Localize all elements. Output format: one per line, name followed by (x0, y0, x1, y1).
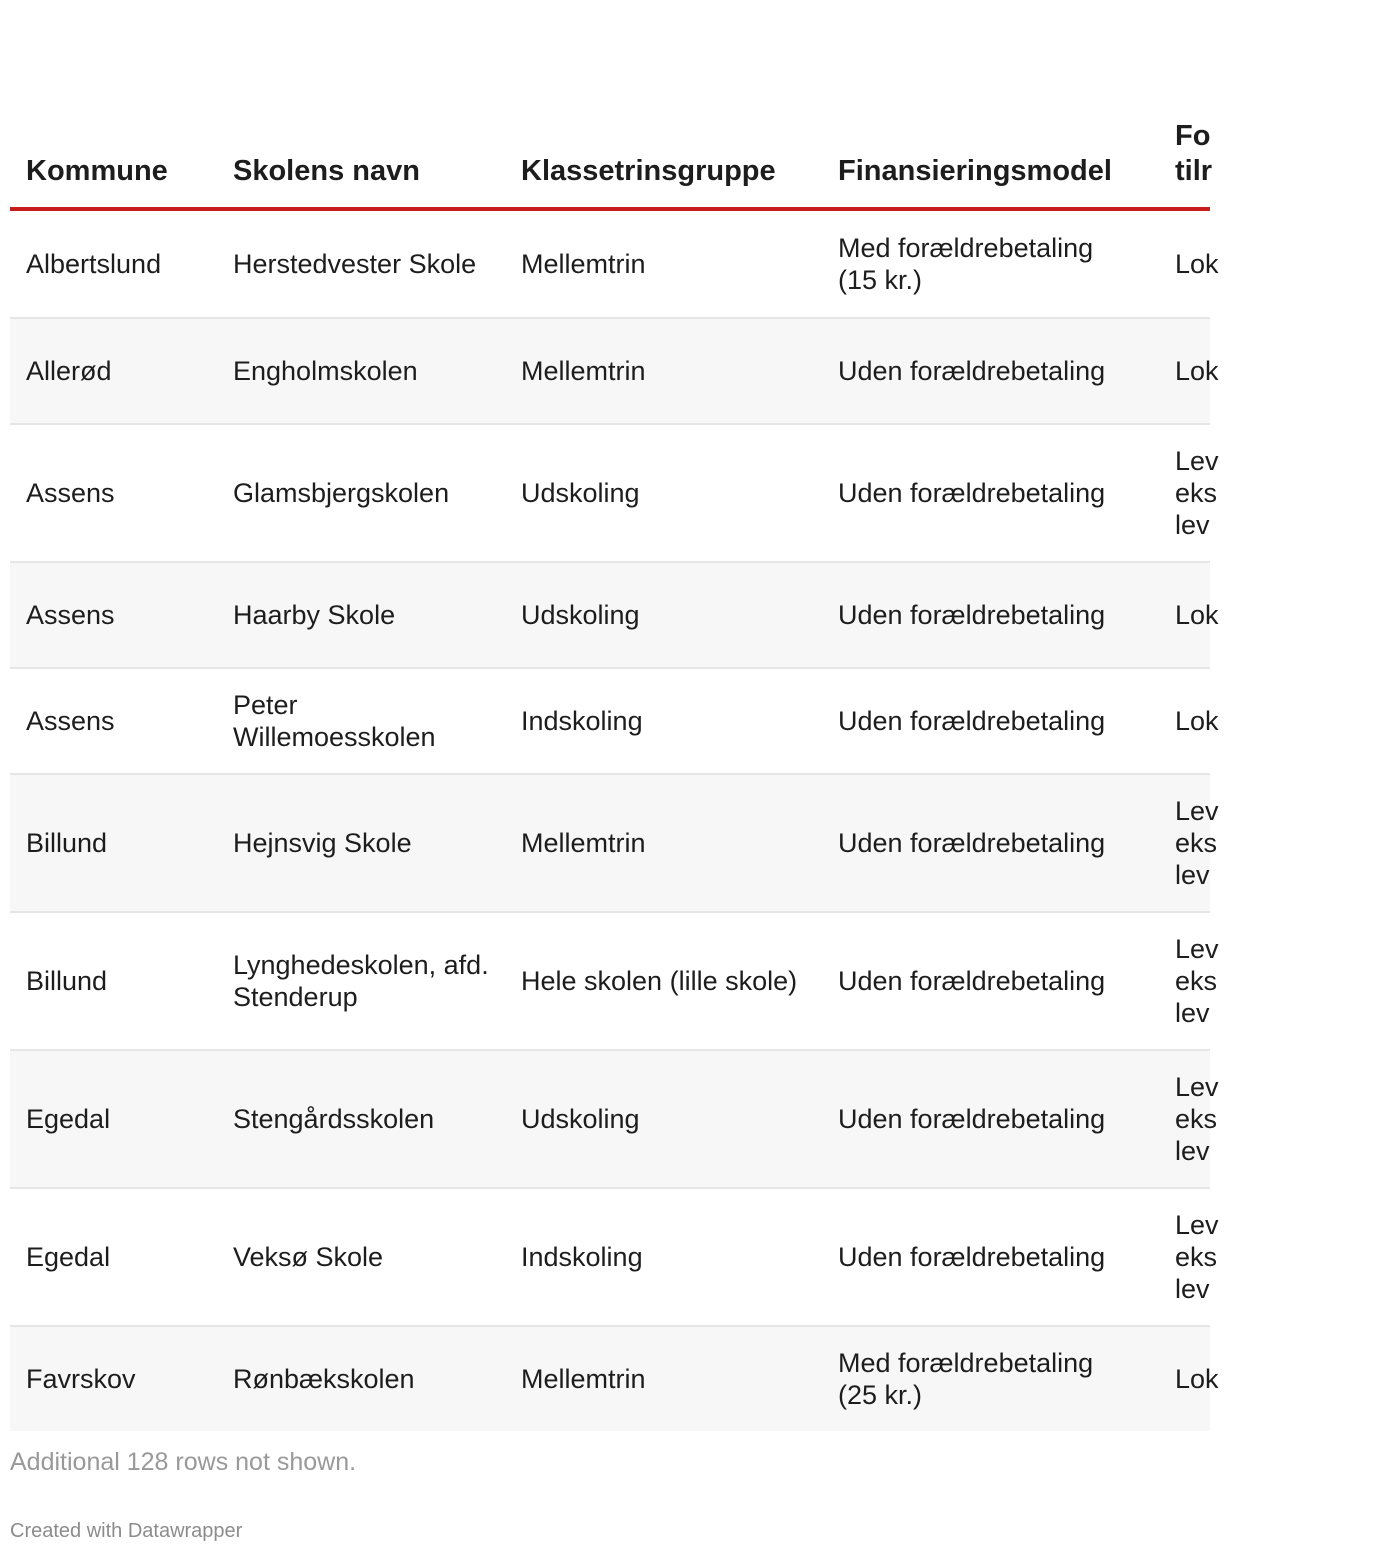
cell-kommune-text: Egedal (26, 1104, 111, 1134)
cell-finansieringsmodel (838, 913, 1138, 1049)
table-row (10, 1187, 1219, 1325)
cell-skolens-navn (233, 1327, 503, 1431)
cell-form-text: Lev eks lev (1175, 1210, 1219, 1304)
header-skolens-navn[interactable]: Skolens navn (233, 155, 420, 187)
cell-form-text: Lok (1175, 1364, 1219, 1394)
credit-link[interactable]: Created with Datawrapper (10, 1520, 243, 1542)
cell-skolens-navn (233, 563, 503, 667)
cell-form (1175, 1051, 1375, 1187)
cell-skolens-navn-text: Veksø Skole (233, 1242, 384, 1272)
cell-finansieringsmodel-text: Uden forældrebetaling (838, 478, 1106, 508)
cell-form (1175, 319, 1375, 423)
cell-finansieringsmodel-text: Med forældrebetaling (25 kr.) (838, 1348, 1094, 1410)
table-row (10, 317, 1219, 423)
cell-klassetrinsgruppe-text: Udskoling (521, 1104, 640, 1134)
cell-form-text: Lev eks lev (1175, 1072, 1219, 1166)
cell-form-text: Lok (1175, 600, 1219, 630)
cell-kommune-text: Allerød (26, 356, 112, 386)
cell-form (1175, 1189, 1375, 1325)
cell-kommune (26, 1051, 216, 1187)
cell-form (1175, 775, 1375, 911)
cell-kommune-text: Assens (26, 706, 115, 736)
cell-form (1175, 211, 1375, 317)
cell-form-text: Lev eks lev (1175, 446, 1219, 540)
notes-text: Additional 128 rows not shown. (10, 1448, 357, 1476)
cell-kommune (26, 775, 216, 911)
cell-skolens-navn-text: Haarby Skole (233, 600, 396, 630)
cell-form (1175, 563, 1375, 667)
cell-finansieringsmodel (838, 425, 1138, 561)
cell-form (1175, 1327, 1375, 1431)
cell-form-text: Lev eks lev (1175, 796, 1219, 890)
cell-kommune-text: Assens (26, 600, 115, 630)
cell-klassetrinsgruppe-text: Mellemtrin (521, 356, 646, 386)
cell-klassetrinsgruppe-text: Mellemtrin (521, 828, 646, 858)
cell-skolens-navn-text: Herstedvester Skole (233, 249, 477, 279)
cell-finansieringsmodel (838, 775, 1138, 911)
cell-klassetrinsgruppe (521, 425, 811, 561)
cell-kommune (26, 319, 216, 423)
cell-skolens-navn (233, 775, 503, 911)
cell-kommune-text: Egedal (26, 1242, 111, 1272)
cell-klassetrinsgruppe (521, 1051, 811, 1187)
cell-klassetrinsgruppe-text: Indskoling (521, 1242, 643, 1272)
cell-form-text: Lok (1175, 249, 1219, 279)
cell-kommune-text: Favrskov (26, 1364, 136, 1394)
cell-form-text: Lok (1175, 356, 1219, 386)
cell-finansieringsmodel-text: Uden forældrebetaling (838, 828, 1106, 858)
cell-kommune-text: Billund (26, 966, 108, 996)
cell-finansieringsmodel (838, 563, 1138, 667)
header-klassetrinsgruppe[interactable]: Klassetrinsgruppe (521, 155, 776, 187)
table-row (10, 911, 1219, 1049)
data-table (10, 0, 1219, 1431)
cell-skolens-navn (233, 211, 503, 317)
cell-form (1175, 913, 1375, 1049)
cell-finansieringsmodel (838, 1189, 1138, 1325)
cell-kommune (26, 913, 216, 1049)
cell-form (1175, 669, 1375, 773)
table-row (10, 1049, 1219, 1187)
cell-skolens-navn (233, 669, 503, 773)
cell-klassetrinsgruppe (521, 913, 811, 1049)
cell-finansieringsmodel-text: Uden forældrebetaling (838, 966, 1106, 996)
cell-kommune-text: Assens (26, 478, 115, 508)
table-body (10, 211, 1219, 1431)
header-finansieringsmodel[interactable]: Finansieringsmodel (838, 155, 1112, 187)
cell-klassetrinsgruppe (521, 669, 811, 773)
cell-klassetrinsgruppe-text: Udskoling (521, 478, 640, 508)
table-row (10, 1325, 1219, 1431)
cell-kommune (26, 1189, 216, 1325)
cell-finansieringsmodel-text: Uden forældrebetaling (838, 600, 1106, 630)
cell-skolens-navn (233, 913, 503, 1049)
cell-finansieringsmodel (838, 1051, 1138, 1187)
cell-klassetrinsgruppe-text: Indskoling (521, 706, 643, 736)
cell-klassetrinsgruppe (521, 211, 811, 317)
cell-finansieringsmodel (838, 669, 1138, 773)
cell-kommune-text: Billund (26, 828, 108, 858)
cell-form-text: Lev eks lev (1175, 934, 1219, 1028)
table-header (10, 0, 1213, 211)
cell-klassetrinsgruppe (521, 1189, 811, 1325)
table-row (10, 561, 1219, 667)
cell-form-text: Lok (1175, 706, 1219, 736)
cell-skolens-navn-text: Rønbækskolen (233, 1364, 415, 1394)
cell-kommune (26, 425, 216, 561)
cell-klassetrinsgruppe (521, 1327, 811, 1431)
table-row (10, 211, 1219, 317)
cell-finansieringsmodel (838, 319, 1138, 423)
cell-klassetrinsgruppe-text: Mellemtrin (521, 249, 646, 279)
cell-finansieringsmodel-text: Uden forældrebetaling (838, 356, 1106, 386)
table-row (10, 667, 1219, 773)
cell-klassetrinsgruppe-text: Mellemtrin (521, 1364, 646, 1394)
cell-skolens-navn (233, 319, 503, 423)
cell-skolens-navn-text: Engholmskolen (233, 356, 418, 386)
cell-kommune (26, 211, 216, 317)
cell-klassetrinsgruppe-text: Udskoling (521, 600, 640, 630)
cell-klassetrinsgruppe (521, 563, 811, 667)
cell-kommune (26, 1327, 216, 1431)
cell-skolens-navn-text: Glamsbjergskolen (233, 478, 450, 508)
cell-finansieringsmodel (838, 1327, 1138, 1431)
cell-skolens-navn-text: Hejnsvig Skole (233, 828, 412, 858)
header-kommune[interactable]: Kommune (26, 155, 168, 187)
cell-finansieringsmodel (838, 211, 1138, 317)
cell-finansieringsmodel-text: Uden forældrebetaling (838, 1242, 1106, 1272)
cell-finansieringsmodel-text: Uden forældrebetaling (838, 706, 1106, 736)
cell-skolens-navn-text: Peter Willemoesskolen (233, 690, 436, 752)
table-row (10, 423, 1219, 561)
cell-klassetrinsgruppe (521, 775, 811, 911)
cell-finansieringsmodel-text: Med forældrebetaling (15 kr.) (838, 233, 1094, 295)
header-form-truncated[interactable]: Fo tilr (1175, 120, 1213, 187)
cell-finansieringsmodel-text: Uden forældrebetaling (838, 1104, 1106, 1134)
cell-form (1175, 425, 1375, 561)
cell-klassetrinsgruppe (521, 319, 811, 423)
cell-kommune (26, 563, 216, 667)
cell-skolens-navn (233, 1189, 503, 1325)
cell-skolens-navn (233, 425, 503, 561)
cell-kommune (26, 669, 216, 773)
cell-skolens-navn-text: Lynghedeskolen, afd. Stenderup (233, 950, 489, 1012)
table-row (10, 773, 1219, 911)
cell-skolens-navn (233, 1051, 503, 1187)
cell-klassetrinsgruppe-text: Hele skolen (lille skole) (521, 966, 798, 996)
cell-kommune-text: Albertslund (26, 249, 162, 279)
cell-skolens-navn-text: Stengårdsskolen (233, 1104, 435, 1134)
